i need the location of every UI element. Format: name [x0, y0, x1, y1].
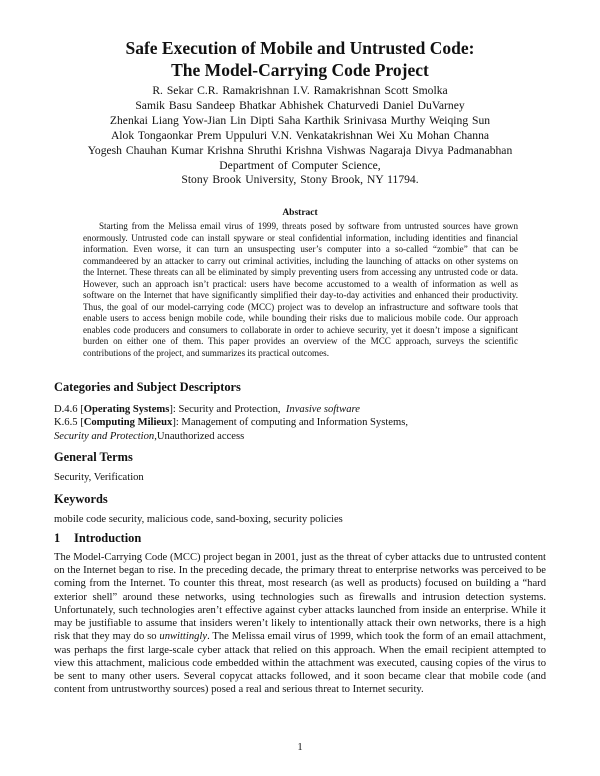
title-line-2: The Model-Carrying Code Project — [171, 60, 429, 80]
abstract-heading: Abstract — [282, 208, 318, 218]
intro-heading — [54, 531, 141, 546]
general-terms-heading: General Terms — [54, 450, 133, 464]
author-line: Zhenkai Liang Yow-Jian Lin Dipti Saha Karthik Srinivasa Murthy Weiqing Sun — [109, 113, 491, 127]
section-title: Introduction — [74, 531, 142, 545]
keywords-heading: Keywords — [54, 492, 108, 506]
section-number: 1 — [54, 531, 61, 545]
title-line-1: Safe Execution of Mobile and Untrusted Code: — [125, 38, 475, 58]
categories-heading: Categories and Subject Descriptors — [54, 380, 241, 394]
affiliation-line: Department of Computer Science, — [219, 158, 381, 172]
abstract-body — [83, 221, 518, 360]
author-line: Samik Basu Sandeep Bhatkar Abhishek Chaturvedi Daniel DuVarney — [135, 98, 465, 112]
category-line: K.6.5 [Computing Milieux]: Management of computing and Information Systems, — [54, 417, 408, 429]
intro-body — [54, 551, 546, 696]
page-number: 1 — [297, 742, 303, 753]
paper-title — [0, 37, 600, 81]
category-line: D.4.6 [Operating Systems]: Security and Protection, Invasive software — [54, 404, 360, 415]
author-line: Alok Tongaonkar Prem Uppuluri V.N. Venkatakrishnan Wei Xu Mohan Channa — [110, 128, 490, 142]
general-terms-text: Security, Verification — [54, 472, 144, 483]
categories-list — [54, 403, 546, 443]
author-line: R. Sekar C.R. Ramakrishnan I.V. Ramakrishnan Scott Smolka — [152, 84, 448, 97]
abstract-paragraph: Starting from the Melissa email virus of 1999, threats posed by software from untrusted sources have grown enormously. Untrusted code can install spyware or steal confidential information, including identities and financial information. Even worse, it can turn an unsuspecting user’s computer into a so-called “zombie” that can be commandeered by an attacker to carry out criminal activities, including the launching of attacks on other systems on the Internet. These threats can all be eliminated by simply preventing users from accessing any untrusted code or data. However, such an approach isn’t practical: users have become accustomed to a wealth of information as well as software on the Internet that have significantly simplified their day-to-day activities and enhanced their productivity. Thus, the goal of our model-carrying code (MCC) project was to develop an infrastructure and software tools that enable users to access benign mobile code, while bounding their risks due to malicious mobile code. Our approach enables code producers and consumers to collaborate in order to achieve security, yet it doesn’t impose a significant burden on either one of them. This paper provides an overview of the MCC approach, surveys the scientific contributions of the project, and summarizes its practical outcomes. — [83, 221, 518, 359]
intro-paragraph: The Model-Carrying Code (MCC) project began in 2001, just as the threat of cyber attacks due to untrusted content on the Internet began to rise. In the preceding decade, the primary threat to enterprise networks was perceived to be coming from the Internet. To counter this threat, most research (as well as products) focused on building a “hard exterior shell” around these networks, using technologies such as firewalls and intrusion detection systems. Unfortunately, such technologies aren’t effective against cyber attacks launched from inside an enterprise. While it may be justifiable to assume that insiders weren’t likely to intentionally attack their own networks, there is a high risk that they may do so unwittingly. The Melissa email virus of 1999, which took the form of an email attachment, was perhaps the first large-scale cyber attack that relied on this approach. When the email recipient attempted to view this attachment, malicious code embedded within the attachment was executed, causing copies of the virus to be sent to many other users. Several copycat attacks followed, and it soon became clear that mobile code (and content from untrustworthy sources) posed a real and serious threat to Internet security. — [54, 552, 546, 696]
keywords-text: mobile code security, malicious code, sand-boxing, security policies — [54, 514, 343, 525]
author-block — [0, 84, 600, 188]
category-line: Security and Protection,Unauthorized access — [54, 430, 245, 442]
author-line: Yogesh Chauhan Kumar Krishna Shruthi Krishna Vishwas Nagaraja Divya Padmanabhan — [87, 143, 513, 157]
affiliation-line: Stony Brook University, Stony Brook, NY 11794. — [181, 173, 419, 187]
